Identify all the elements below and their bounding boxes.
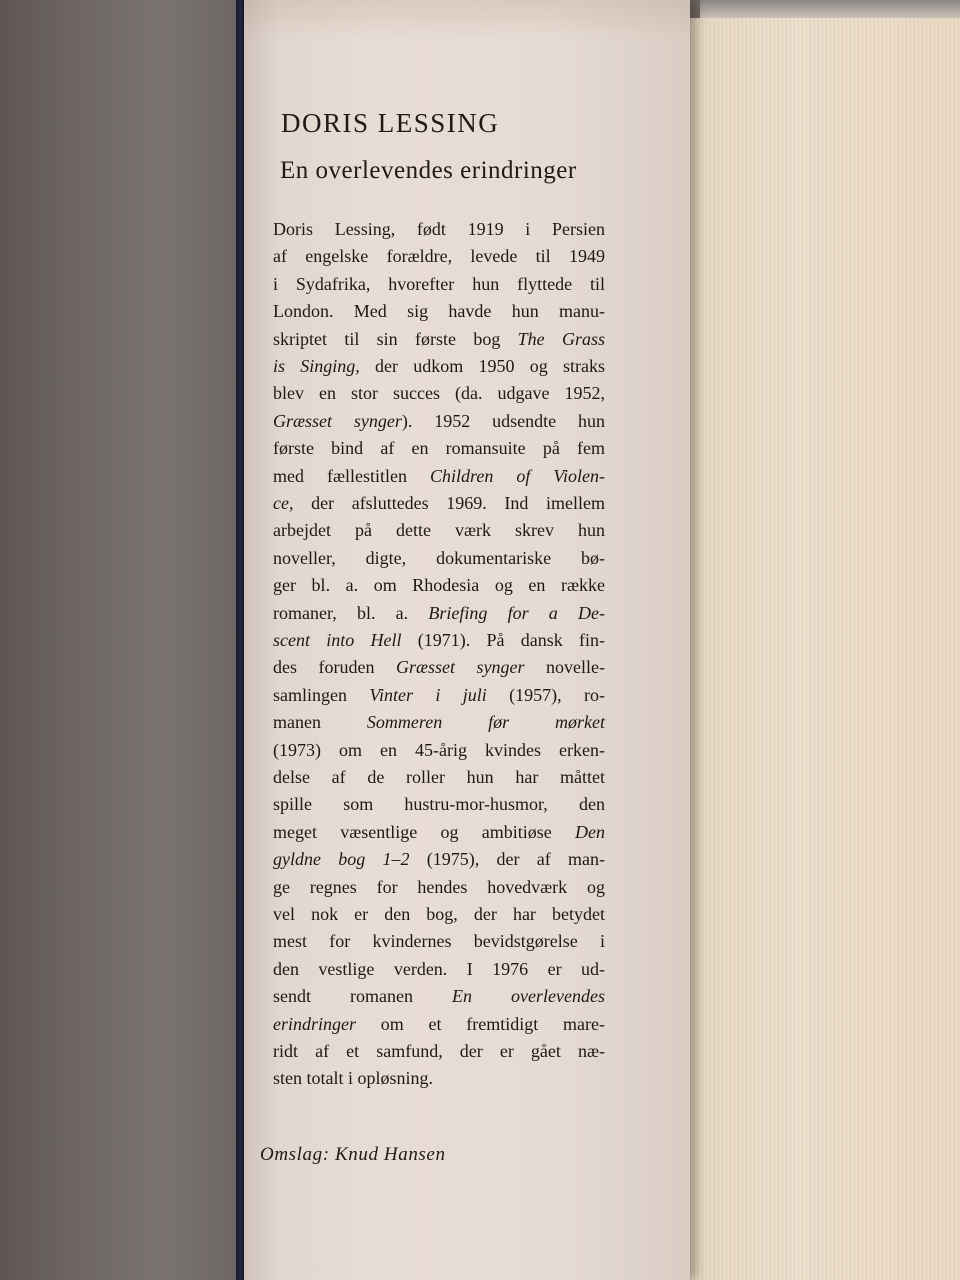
- book-title: En overlevendes erindringer: [280, 157, 577, 184]
- blurb-line: [273, 1064, 605, 1092]
- blurb-line: [273, 270, 605, 298]
- blurb-line: [273, 763, 605, 791]
- blurb-line: [273, 242, 605, 270]
- blurb-line: [273, 297, 605, 325]
- cover-credit: Omslag: Knud Hansen: [260, 1144, 446, 1165]
- blurb-italic-segment: is Singing,: [273, 356, 360, 376]
- blurb-segment: i Sydafrika, hvorefter hun flyttede til: [273, 273, 605, 294]
- blurb-italic-segment: Den: [575, 821, 605, 842]
- blurb-segment: (1971). På dansk fin-: [401, 630, 605, 650]
- blurb-line: [273, 352, 605, 380]
- blurb-line: [273, 927, 605, 955]
- blurb-line: [273, 873, 605, 901]
- blurb-segment: med fællestitlen: [273, 465, 430, 486]
- blurb-italic-segment: scent into Hell: [273, 630, 402, 650]
- blurb-line: [273, 489, 605, 517]
- blurb-segment: første bind af en romansuite på fem: [273, 438, 605, 459]
- blurb-line: [273, 845, 605, 873]
- blurb-line: [273, 571, 605, 599]
- blurb-segment: om et fremtidigt mare-: [356, 1013, 605, 1034]
- blurb-italic-segment: The Grass: [517, 328, 606, 349]
- blurb-line: [273, 325, 605, 353]
- blurb-italic-segment: ce,: [273, 493, 294, 513]
- blurb-segment: ridt af et samfund, der er gået næ-: [273, 1041, 605, 1061]
- blurb-segment: ger bl. a. om Rhodesia og en række: [273, 575, 605, 596]
- blurb-italic-segment: Vinter i juli: [369, 684, 487, 705]
- blurb-line: [273, 955, 605, 983]
- book-pages-edge: [690, 18, 960, 1280]
- blurb-segment: novelle-: [524, 657, 605, 678]
- background-surface: [0, 0, 250, 1280]
- blurb-line: [273, 681, 605, 709]
- flap-shading: [244, 0, 690, 40]
- blurb-segment: af engelske forældre, levede til 1949: [273, 246, 605, 267]
- blurb-line: [273, 736, 605, 764]
- blurb-line: [273, 1010, 605, 1038]
- blurb-italic-segment: En overlevendes: [452, 986, 605, 1007]
- blurb-italic-segment: Græsset synger: [396, 657, 525, 678]
- blurb-segment: der udkom 1950 og straks: [359, 356, 605, 376]
- blurb-segment: skriptet til sin første bog: [273, 328, 518, 349]
- blurb-line: [273, 653, 605, 681]
- blurb-segment: London. Med sig havde hun manu-: [273, 301, 605, 322]
- blurb-italic-segment: Briefing for a De-: [428, 602, 605, 623]
- blurb-line: [273, 790, 605, 818]
- blurb-italic-segment: Græsset synger: [273, 410, 402, 431]
- blurb-segment: ge regnes for hendes hovedværk og: [273, 876, 605, 897]
- blurb-line: [273, 1037, 605, 1065]
- blurb-segment: (1975), der af man-: [409, 849, 605, 870]
- blurb-segment: blev en stor succes (da. udgave 1952,: [273, 383, 605, 404]
- blurb-segment: manen: [273, 712, 367, 733]
- blurb-segment: (1957), ro-: [486, 684, 605, 705]
- blurb-segment: delse af de roller hun har måttet: [273, 767, 605, 787]
- blurb-line: [273, 462, 605, 490]
- blurb-segment: des foruden: [273, 657, 396, 678]
- blurb-italic-segment: erindringer: [273, 1013, 356, 1034]
- blurb-italic-segment: Sommeren før mørket: [366, 712, 605, 733]
- blurb-segment: Doris Lessing, født 1919 i Persien: [273, 219, 605, 239]
- blurb-line: [273, 516, 605, 544]
- blurb-italic-segment: gyldne bog 1–2: [273, 849, 410, 870]
- blurb-segment: romaner, bl. a.: [273, 602, 429, 623]
- blurb-line: [273, 544, 605, 572]
- blurb-line: [273, 708, 605, 736]
- blurb-segment: den vestlige verden. I 1976 er ud-: [273, 958, 605, 979]
- blurb-segment: der afsluttedes 1969. Ind imellem: [293, 493, 605, 513]
- blurb-segment: ). 1952 udsendte hun: [401, 410, 606, 431]
- blurb-line: [273, 982, 605, 1010]
- blurb-italic-segment: Children of Violen-: [430, 465, 605, 486]
- blurb-line: [273, 626, 605, 654]
- blurb-line: [273, 818, 605, 846]
- blurb-line: [273, 434, 605, 462]
- blurb-segment: noveller, digte, dokumentariske bø-: [273, 547, 605, 568]
- blurb-segment: spille som hustru-mor-husmor, den: [273, 794, 605, 815]
- blurb-line: [273, 599, 605, 627]
- blurb-line: [273, 379, 605, 407]
- blurb-segment: arbejdet på dette værk skrev hun: [273, 520, 605, 541]
- blurb-segment: mest for kvindernes bevidstgørelse i: [273, 931, 605, 952]
- blurb-segment: (1973) om en 45-årig kvindes erken-: [273, 739, 605, 760]
- blurb-segment: vel nok er den bog, der har betydet: [273, 904, 605, 924]
- blurb-segment: samlingen: [273, 684, 370, 705]
- author-name: DORIS LESSING: [281, 108, 500, 138]
- blurb-line: [273, 215, 605, 243]
- blurb-segment: meget væsentlige og ambitiøse: [273, 821, 575, 842]
- blurb-segment: sendt romanen: [273, 986, 453, 1007]
- blurb-line: [273, 900, 605, 928]
- blurb-line: [273, 407, 605, 435]
- blurb-segment: sten totalt i opløsning.: [273, 1068, 433, 1089]
